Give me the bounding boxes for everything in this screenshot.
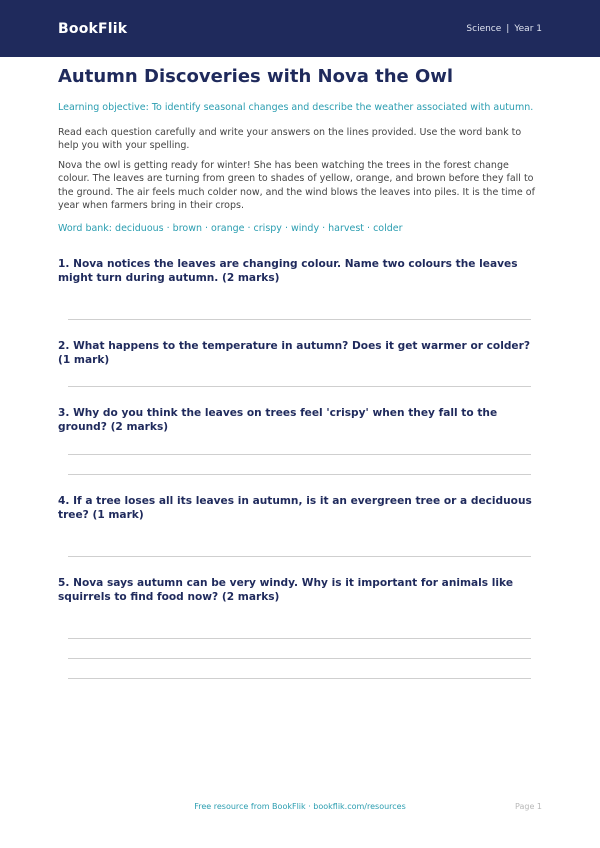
answer-line-q3b[interactable] — [68, 474, 531, 475]
answer-line-q5a[interactable] — [68, 638, 531, 639]
answer-line-q5c[interactable] — [68, 678, 531, 679]
year-label: Year 1 — [514, 23, 542, 34]
subject-label: Science — [466, 23, 502, 34]
answer-line-q2[interactable] — [68, 386, 531, 387]
question-3: 3. Why do you think the leaves on trees feel 'crispy' when they fall to the ground? (2 marks) — [58, 407, 498, 433]
question-2: 2. What happens to the temperature in autumn? Does it get warmer or colder? (1 mark) — [58, 340, 530, 366]
page-header — [0, 0, 600, 57]
brand-logo: BookFlik — [58, 20, 128, 37]
footer-link[interactable]: Free resource from BookFlik · bookflik.com/resources — [194, 802, 406, 811]
meta-separator: | — [506, 23, 510, 34]
answer-line-q3a[interactable] — [68, 454, 531, 455]
header-meta — [466, 24, 542, 34]
page-number: Page 1 — [515, 802, 542, 811]
story-text: Nova the owl is getting ready for winter! She has been watching the trees in the forest change colour. The leaves are turning from green to shades of yellow, orange, and brown before they fall to the ground. The air feels much colder now, and the wind blows the leaves into piles. It is the time of year when farmers bring in their crops. — [58, 159, 535, 212]
question-1: 1. Nova notices the leaves are changing colour. Name two colours the leaves might turn during autumn. (2 marks) — [58, 258, 518, 284]
word-bank: Word bank: deciduous · brown · orange · crispy · windy · harvest · colder — [58, 223, 403, 235]
answer-line-q4[interactable] — [68, 556, 531, 557]
learning-objective: Learning objective: To identify seasonal changes and describe the weather associated with autumn. — [58, 102, 534, 113]
answer-line-q1[interactable] — [68, 319, 531, 320]
answer-line-q5b[interactable] — [68, 658, 531, 659]
instructions-text: Read each question carefully and write your answers on the lines provided. Use the word bank to help you with your spelling. — [58, 127, 522, 152]
worksheet-intro — [58, 66, 542, 235]
page-title: Autumn Discoveries with Nova the Owl — [58, 66, 454, 87]
question-4: 4. If a tree loses all its leaves in autumn, is it an evergreen tree or a deciduous tree? (1 mark) — [58, 495, 532, 521]
question-5: 5. Nova says autumn can be very windy. Why is it important for animals like squirrels to find food now? (2 marks) — [58, 577, 514, 603]
